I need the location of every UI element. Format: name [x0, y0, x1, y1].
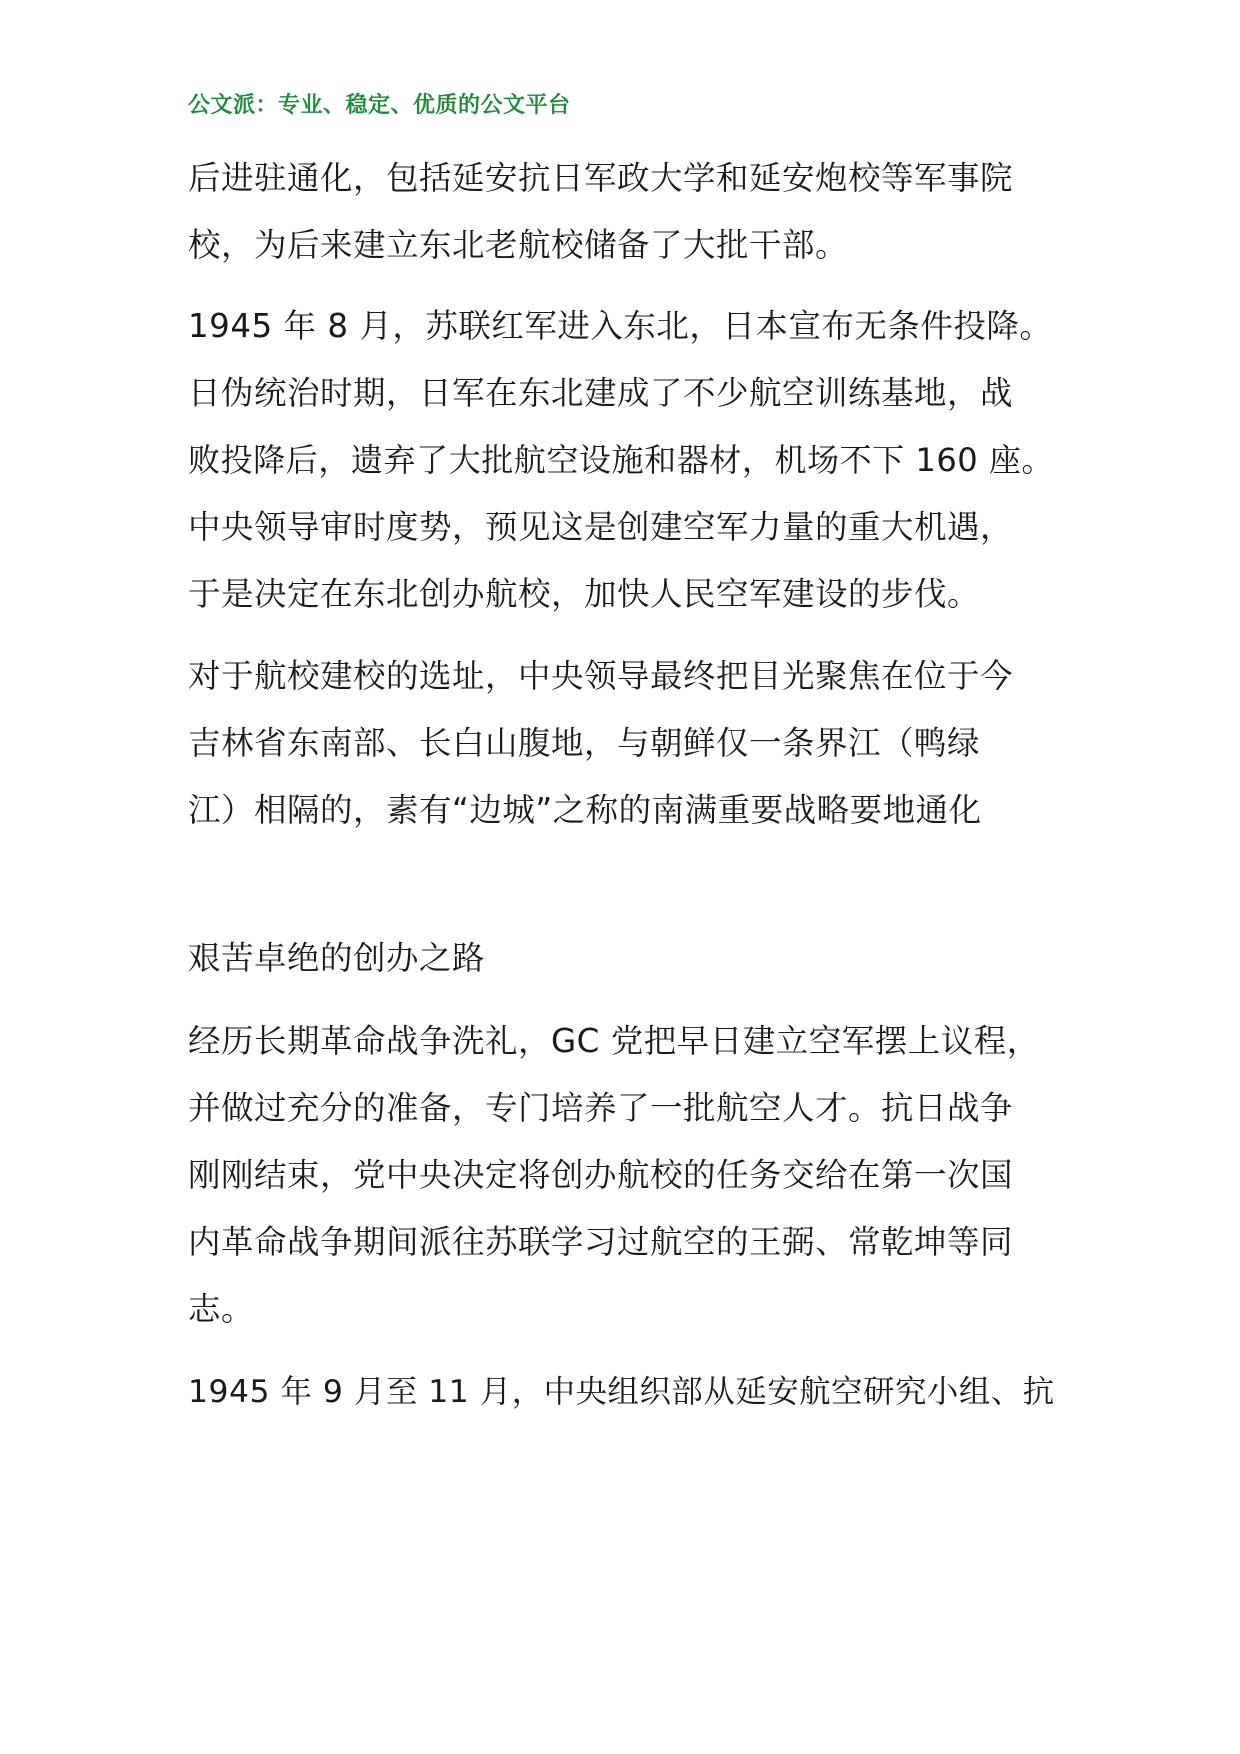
text-line: 中央领导审时度势，预见这是创建空军力量的重大机遇，	[188, 508, 1014, 546]
text-line: 败投降后，遗弃了大批航空设施和器材，机场不下 160 座。	[188, 441, 1054, 479]
text-line: 并做过充分的准备，专门培养了一批航空人才。抗日战争	[188, 1089, 1014, 1127]
text-line: 江）相隔的，素有“边城”之称的南满重要战略要地通化	[188, 791, 982, 829]
text-line: 对于航校建校的选址，中央领导最终把目光聚焦在位于今	[188, 657, 1014, 695]
text-line: 日伪统治时期，日军在东北建成了不少航空训练基地，战	[188, 374, 1014, 412]
text-line: 1945 年 9 月至 11 月，中央组织部从延安航空研究小组、抗	[188, 1374, 1055, 1410]
text-line: 1945 年 8 月，苏联红军进入东北，日本宣布无条件投降。	[188, 307, 1053, 345]
text-line: 志。	[188, 1290, 255, 1328]
text-line: 后进驻通化，包括延安抗日军政大学和延安炮校等军事院	[188, 159, 1014, 197]
text-line: 于是决定在东北创办航校，加快人民空军建设的步伐。	[188, 575, 981, 613]
text-line: 吉林省东南部、长白山腹地，与朝鲜仅一条界江（鸭绿	[188, 724, 981, 762]
header-title: 公文派：专业、稳定、优质的公文平台	[188, 93, 571, 118]
section-heading: 艰苦卓绝的创办之路	[188, 939, 486, 977]
text-line: 刚刚结束，党中央决定将创办航校的任务交给在第一次国	[188, 1156, 1014, 1194]
text-line: 经历长期革命战争洗礼，GC 党把早日建立空军摆上议程，	[188, 1022, 1040, 1060]
text-line: 校，为后来建立东北老航校储备了大批干部。	[188, 226, 849, 264]
text-line: 内革命战争期间派往苏联学习过航空的王弼、常乾坤等同	[188, 1223, 1014, 1261]
